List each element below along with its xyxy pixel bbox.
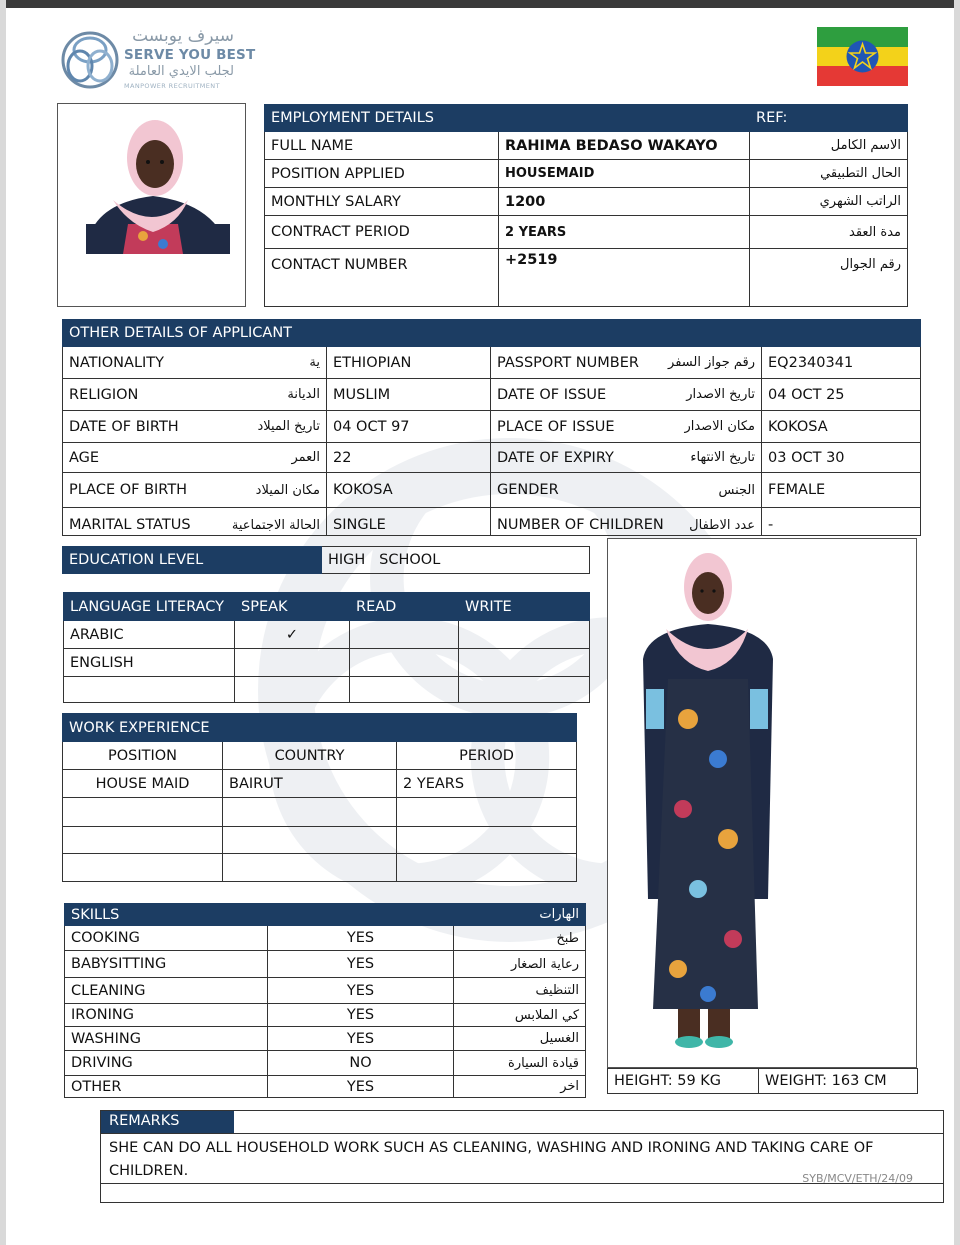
skill-other-arabic: اخر xyxy=(454,1076,586,1098)
religion-arabic: الديانة xyxy=(287,387,320,402)
marital-status-arabic: الحالة الاجتماعية xyxy=(231,517,320,533)
remarks-divider-bottom xyxy=(101,1183,943,1184)
position-column-header: POSITION xyxy=(63,742,223,770)
place-of-birth-label: PLACE OF BIRTH xyxy=(69,482,188,498)
gender-value: FEMALE xyxy=(762,473,921,508)
education-level-label: EDUCATION LEVEL xyxy=(63,547,322,574)
remarks-divider xyxy=(101,1133,943,1134)
language-literacy-header: LANGUAGE LITERACY xyxy=(64,593,235,621)
number-of-children-value: - xyxy=(762,508,921,536)
skill-washing-value: YES xyxy=(268,1027,454,1051)
work-empty-cell xyxy=(223,854,397,882)
passport-number-arabic: رقم جواز السفر xyxy=(668,355,756,370)
contact-number-value: +2519 xyxy=(499,249,750,307)
date-of-expiry-label: DATE OF EXPIRY xyxy=(497,449,614,466)
remarks-text: SHE CAN DO ALL HOUSEHOLD WORK SUCH AS CLEANING, WASHING AND IRONING AND TAKING CARE OF CHILDREN. xyxy=(109,1140,874,1179)
contract-period-value: 2 YEARS xyxy=(499,216,750,249)
skill-other: OTHER xyxy=(65,1076,268,1098)
skill-babysitting-value: YES xyxy=(268,951,454,978)
gender-label: GENDER xyxy=(497,482,559,498)
skill-ironing-value: YES xyxy=(268,1004,454,1027)
skill-babysitting-arabic: رعاية الصغار xyxy=(454,951,586,978)
place-of-birth-value: KOKOSA xyxy=(327,473,491,508)
english-speak xyxy=(235,649,350,677)
english-read xyxy=(350,649,459,677)
age-label: AGE xyxy=(69,449,100,466)
work-empty-cell xyxy=(397,798,577,827)
applicant-full-photo xyxy=(607,538,917,1068)
position-applied-arabic: الحال التطبيقي xyxy=(750,160,908,188)
skills-header: SKILLS xyxy=(65,904,454,926)
work-country-value: BAIRUT xyxy=(223,770,397,798)
company-logo xyxy=(60,26,260,96)
nationality-value: ETHIOPIAN xyxy=(327,347,491,379)
work-experience-header-blank xyxy=(397,714,577,742)
date-of-expiry-value: 03 OCT 30 xyxy=(762,443,921,473)
skill-cooking-value: YES xyxy=(268,926,454,951)
place-of-birth-arabic: مكان الميلاد xyxy=(255,482,320,498)
skill-washing-arabic: الغسيل xyxy=(454,1027,586,1051)
reference-code: SYB/MCV/ETH/24/09 xyxy=(802,1172,913,1185)
marital-status-value: SINGLE xyxy=(327,508,491,536)
skill-ironing-arabic: كي الملابس xyxy=(454,1004,586,1027)
work-experience-header: WORK EXPERIENCE xyxy=(63,714,397,742)
ethiopia-flag-icon xyxy=(817,27,908,86)
contact-number-label: CONTACT NUMBER xyxy=(265,249,499,307)
date-of-birth-arabic: تاريخ الميلاد xyxy=(257,419,320,434)
education-level-value: HIGH SCHOOL xyxy=(322,547,590,574)
logo-english-name: SERVE YOU BEST xyxy=(124,47,256,63)
skill-washing: WASHING xyxy=(65,1027,268,1051)
skill-cooking-arabic: طبخ xyxy=(454,926,586,951)
skill-driving-value: NO xyxy=(268,1051,454,1076)
gender-arabic: الجنس xyxy=(718,482,756,498)
age-arabic: العمر xyxy=(291,450,320,465)
language-empty-cell xyxy=(459,677,590,703)
viewer-top-bar xyxy=(0,0,960,8)
ref-label: REF: xyxy=(750,105,908,132)
read-header: READ xyxy=(350,593,459,621)
work-empty-cell xyxy=(63,854,223,882)
logo-arabic-tagline: لجلب الايدي العاملة xyxy=(128,64,234,79)
work-empty-cell xyxy=(223,827,397,854)
position-applied-label: POSITION APPLIED xyxy=(265,160,499,188)
skill-driving-arabic: قيادة السيارة xyxy=(454,1051,586,1076)
write-header: WRITE xyxy=(459,593,590,621)
date-of-birth-label: DATE OF BIRTH xyxy=(69,418,179,435)
monthly-salary-label: MONTHLY SALARY xyxy=(265,188,499,216)
arabic-read xyxy=(350,621,459,649)
monthly-salary-arabic: الراتب الشهري xyxy=(750,188,908,216)
religion-label: RELIGION xyxy=(69,386,139,403)
full-name-label: FULL NAME xyxy=(265,132,499,160)
language-empty-cell xyxy=(235,677,350,703)
logo-arabic-name: سيرف يوبست xyxy=(132,26,234,46)
nationality-label: NATIONALITY xyxy=(69,354,165,371)
other-details-header: OTHER DETAILS OF APPLICANT xyxy=(63,320,491,347)
contract-period-arabic: مدة العقد xyxy=(750,216,908,249)
language-empty-cell xyxy=(350,677,459,703)
skill-cleaning: CLEANING xyxy=(65,978,268,1004)
page-edge-right xyxy=(954,0,960,1245)
religion-value: MUSLIM xyxy=(327,379,491,411)
place-of-issue-value: KOKOSA xyxy=(762,411,921,443)
work-empty-cell xyxy=(397,854,577,882)
work-position-value: HOUSE MAID xyxy=(63,770,223,798)
date-of-issue-value: 04 OCT 25 xyxy=(762,379,921,411)
weight-value: WEIGHT: 163 CM xyxy=(759,1069,918,1094)
date-of-issue-arabic: تاريخ الاصدار xyxy=(686,387,756,402)
passport-number-label: PASSPORT NUMBER xyxy=(497,354,639,371)
work-empty-cell xyxy=(397,827,577,854)
number-of-children-label: NUMBER OF CHILDREN xyxy=(497,517,664,533)
age-value: 22 xyxy=(327,443,491,473)
measurements-table xyxy=(607,1068,918,1094)
skill-other-value: YES xyxy=(268,1076,454,1098)
skills-header-arabic: الهارات xyxy=(454,904,586,926)
portrait-figure-icon xyxy=(58,104,246,307)
full-body-figure-icon xyxy=(608,539,917,1068)
page-edge-left xyxy=(0,0,6,1245)
work-period-value: 2 YEARS xyxy=(397,770,577,798)
work-empty-cell xyxy=(63,827,223,854)
period-column-header: PERIOD xyxy=(397,742,577,770)
skill-cooking: COOKING xyxy=(65,926,268,951)
skills-table xyxy=(64,903,586,1098)
position-applied-value: HOUSEMAID xyxy=(499,160,750,188)
country-column-header: COUNTRY xyxy=(223,742,397,770)
height-value: HEIGHT: 59 KG xyxy=(608,1069,759,1094)
logo-knot-icon xyxy=(60,28,120,92)
passport-number-value: EQ2340341 xyxy=(762,347,921,379)
work-experience-table xyxy=(62,713,577,882)
skill-driving: DRIVING xyxy=(65,1051,268,1076)
work-empty-cell xyxy=(63,798,223,827)
contact-number-arabic: رقم الجوال xyxy=(750,249,908,307)
language-english: ENGLISH xyxy=(64,649,235,677)
education-level-table xyxy=(62,546,590,574)
language-empty-cell xyxy=(64,677,235,703)
contract-period-label: CONTRACT PERIOD xyxy=(265,216,499,249)
date-of-issue-label: DATE OF ISSUE xyxy=(497,386,607,403)
arabic-write xyxy=(459,621,590,649)
skill-ironing: IRONING xyxy=(65,1004,268,1027)
employment-details-header: EMPLOYMENT DETAILS xyxy=(265,105,750,132)
remarks-section xyxy=(100,1110,944,1203)
date-of-birth-value: 04 OCT 97 xyxy=(327,411,491,443)
full-name-value: RAHIMA BEDASO WAKAYO xyxy=(499,132,750,160)
work-empty-cell xyxy=(223,798,397,827)
place-of-issue-label: PLACE OF ISSUE xyxy=(497,418,615,435)
skill-cleaning-arabic: التنظيف xyxy=(454,978,586,1004)
marital-status-label: MARITAL STATUS xyxy=(69,517,191,533)
arabic-speak-check: ✓ xyxy=(235,621,350,649)
language-literacy-table xyxy=(63,592,590,703)
skill-cleaning-value: YES xyxy=(268,978,454,1004)
date-of-expiry-arabic: تاريخ الانتهاء xyxy=(690,450,756,465)
other-details-table xyxy=(62,319,921,536)
monthly-salary-value: 1200 xyxy=(499,188,750,216)
speak-header: SPEAK xyxy=(235,593,350,621)
remarks-header: REMARKS xyxy=(101,1111,234,1133)
english-write xyxy=(459,649,590,677)
language-arabic: ARABIC xyxy=(64,621,235,649)
full-name-arabic: الاسم الكامل xyxy=(750,132,908,160)
nationality-arabic: ية xyxy=(309,355,320,370)
other-details-header-blank xyxy=(491,320,921,347)
skill-babysitting: BABYSITTING xyxy=(65,951,268,978)
place-of-issue-arabic: مكان الاصدار xyxy=(684,419,756,434)
number-of-children-arabic: عدد الاطفال xyxy=(689,517,756,533)
employment-details-table xyxy=(264,104,908,307)
applicant-portrait-photo xyxy=(57,103,246,307)
logo-subtitle: MANPOWER RECRUITMENT xyxy=(124,82,220,90)
